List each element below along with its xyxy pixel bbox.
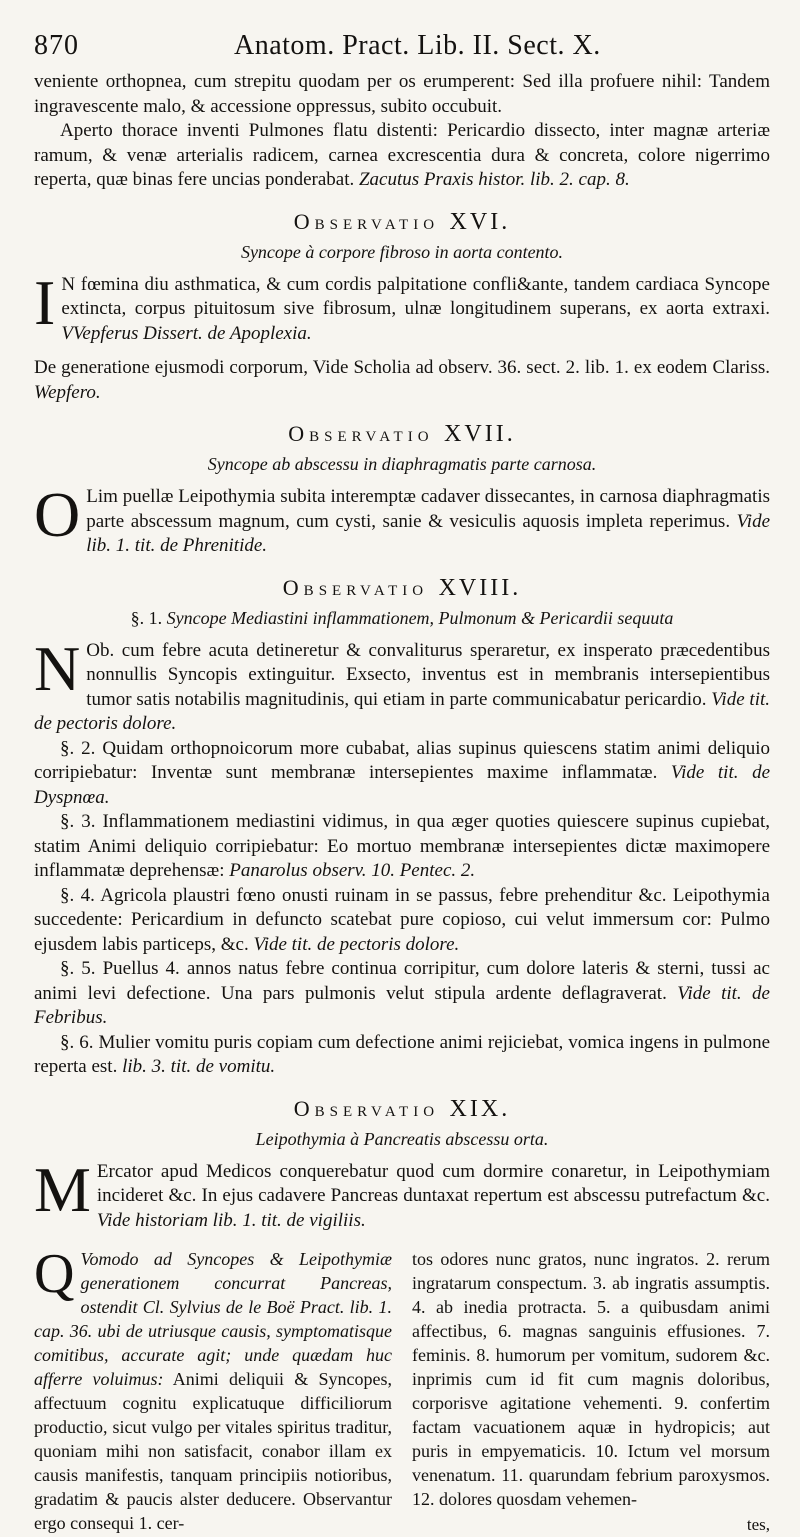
observatio-18-number: XVIII. xyxy=(438,574,522,601)
observatio-18-section-2 xyxy=(34,737,770,811)
observatio-18-section-5 xyxy=(34,957,770,1031)
observatio-19-dropcap: M xyxy=(34,1153,91,1225)
scholium-right-text: tos odores nunc gratos, nunc ingratos. 2. rerum ingratarum conspectum. 3. ab ingratis assumptis. 4. ab inedia protracta. 5. a quibusdam animi affectibus, 6. magnas sanguinis effusiones. 7. feminis. 8. humorum per vomitum, sudorem &c. inprimis cum id fit cum magnis doloribus, corporisve agitatione vehementi. 9. confertim factam vacuationem aquæ in hydropicis; aut puris in empyematicis. 10. Ictum vel morsum venenatum. 11. quarundam febrium paroxysmos. 12. dolores quosdam vehemen- xyxy=(412,1249,770,1509)
running-title: Anatom. Pract. Lib. II. Sect. X. xyxy=(234,30,601,61)
observatio-19-word: Observatio xyxy=(293,1095,440,1121)
observatio-19-text: Ercator apud Medicos conquerebatur quod cum dormire conaretur, in Leipothymiam incideret &c. In ejus cadavere Pancreas duntaxat repertum est abscessu putrefactum &c. xyxy=(96,1160,770,1206)
observatio-18-section-6-reference: lib. 3. tit. de vomitu. xyxy=(122,1056,276,1077)
observatio-18-heading xyxy=(34,575,770,602)
observatio-17-heading xyxy=(34,421,770,448)
observatio-18-section-6-text: §. 6. Mulier vomitu puris copiam cum defectione animi rejiciebat, vomica ingens in pulmone reperta est. xyxy=(34,1031,770,1077)
observatio-19-reference: Vide historiam lib. 1. tit. de vigiliis. xyxy=(96,1209,366,1231)
observatio-17-word: Observatio xyxy=(288,421,434,446)
scholium-left-text: Animi deliquii & Syncopes, affectuum cognitu explicatuque difficiliorum productio, sicut vulgo per vitales spiritus traditur, quoniam mihi non satisfacit, conabor illam ex causis manifestis, tanquam principiis notioribus, gradatim & paucis alster deducere. Observantur ergo consequi 1. cer- xyxy=(34,1369,392,1533)
observatio-18-section-3 xyxy=(34,810,770,884)
observatio-16-dropcap: I xyxy=(34,266,56,338)
observatio-17-subtitle: Syncope ab abscessu in diaphragmatis parte carnosa. xyxy=(207,454,597,474)
scholium-left-column xyxy=(34,1243,392,1537)
intro-paragraph-2-reference: Zacutus Praxis histor. lib. 2. cap. 8. xyxy=(358,169,630,190)
observatio-17-reference: Vide lib. 1. tit. de Phrenitide. xyxy=(86,510,771,556)
observatio-18-section-1-title xyxy=(34,608,770,629)
observatio-16-subtitle: Syncope à corpore fibroso in aorta contento. xyxy=(240,241,564,262)
observatio-18-section-1-body xyxy=(34,632,771,737)
scholium-columns xyxy=(34,1243,770,1537)
observatio-16-heading xyxy=(34,209,770,236)
observatio-19-body xyxy=(34,1153,770,1234)
observatio-18-section-3-reference: Panarolus observ. 10. Pentec. 2. xyxy=(229,860,476,881)
observatio-17-body xyxy=(34,479,771,559)
observatio-18-section-4-reference: Vide tit. de pectoris dolore. xyxy=(253,933,460,955)
observatio-18-dropcap: N xyxy=(34,632,81,704)
observatio-18-section-5-text: §. 5. Puellus 4. annos natus febre continua corripitur, cum dolore lateris & sterni, tussi ac animi levi defectione. Una pars pulmonis velut stipula ardente deflagraverat. xyxy=(34,958,770,1004)
observatio-19-heading xyxy=(34,1096,770,1123)
observatio-16-word: Observatio xyxy=(293,208,440,234)
catchword: tes, xyxy=(746,1515,770,1534)
observatio-18-section-5-reference: Vide tit. de Febribus. xyxy=(34,982,770,1028)
intro-paragraph-2 xyxy=(34,119,770,193)
intro-paragraph-2-text: Aperto thorace inventi Pulmones flatu distenti: Pericardio dissecto, inter magnæ arteriæ ramum, & venæ arterialis radicem, carnea excrescentia dura & concreta, colore nigerrimo reperta, quæ binas fere uncias ponderabat. xyxy=(34,120,770,190)
observatio-16-text: N fœmina diu asthmatica, & cum cordis palpitatione confli&ante, tandem cardiaca Syncope extincta, corpus pituitosum sive fibrosum, ulnæ longitudinem superans, ex aorta extraxi. xyxy=(61,273,770,319)
observatio-18-section-4 xyxy=(34,884,770,958)
scholium-left-italic: Vomodo ad Syncopes & Leipothymiæ generationem concurrat Pancreas, ostendit Cl. Sylvius de le Boë Pract. lib. 1. cap. 36. ubi de utriusque causis, symptomatisque comitibus, accurate agit; unde quædam huc afferre voluimus: xyxy=(34,1249,392,1389)
observatio-18-section-4-text: §. 4. Agricola plaustri fœno onusti ruinam in se passus, febre prehenditur &c. Leipothymia succedente: Pericardium in defuncto scatebat pure copioso, cui velut immersum cor: Pulmo ejusdem labis particeps, &c. xyxy=(34,884,770,955)
observatio-18-section-1-mark: §. 1. xyxy=(130,607,163,628)
observatio-17-number: XVII. xyxy=(444,421,516,447)
running-head xyxy=(34,30,770,66)
intro-paragraph-1: veniente orthopnea, cum strepitu quodam per os erumperent: Sed illa profuere nihil: Tandem ingravescente malo, & accessione oppressus, subito occubuit. xyxy=(34,71,770,117)
observatio-18-section-1-title-text: Syncope Mediastini inflammationem, Pulmonum & Pericardii sequuta xyxy=(166,607,674,628)
observatio-17-dropcap: O xyxy=(34,479,81,550)
observatio-18-section-6 xyxy=(34,1031,770,1080)
observatio-16-note-reference: Wepfero. xyxy=(34,381,101,403)
observatio-16-body xyxy=(34,266,770,347)
observatio-19-subtitle: Leipothymia à Pancreatis abscessu orta. xyxy=(255,1128,549,1149)
observatio-16-number: XVI. xyxy=(449,208,511,235)
observatio-16-reference: VVepferus Dissert. de Apoplexia. xyxy=(61,322,312,344)
observatio-17-text: Lim puellæ Leipothymia subita interemptæ cadaver dissecantes, in carnosa diaphragmatis parte abscessum magnum, cum cysti, sanie & vesiculis aquosis impleta reperimus. xyxy=(86,486,770,532)
observatio-18-section-3-text: §. 3. Inflammationem mediastini vidimus, in qua æger quoties quiescere supinus cupiebat, statim Animi deliquio corripiebatur: Eo mortuo membranæ intersepientes dictæ maximopere inflammatæ deprehensæ: xyxy=(34,811,770,881)
observatio-18-section-2-text: §. 2. Quidam orthopnoicorum more cubabat, alias supinus quiescens statim animi deliquio corripiebatur: Inventæ sunt membranæ intersepientes maxime inflammatæ. xyxy=(34,737,770,783)
observatio-16-note xyxy=(34,356,770,405)
observatio-18-section-1-text: Ob. cum febre acuta detineretur & convaliturus speraretur, ex insperato præcedentibus nonnullis Syncopis extinguitur. Exsecto, inventus est in membranis intersepientibus tumor satis notabilis magnitudinis, qui etiam in parte communicabatur pericardio. xyxy=(86,639,770,710)
page-number: 870 xyxy=(34,30,79,61)
observatio-18-section-1-reference: Vide tit. de pectoris dolore. xyxy=(34,688,771,734)
scholium-right-column xyxy=(412,1247,770,1537)
observatio-16-note-text: De generatione ejusmodi corporum, Vide Scholia ad observ. 36. sect. 2. lib. 1. ex eodem Clariss. xyxy=(34,357,770,378)
scholium-dropcap: Q xyxy=(34,1243,75,1305)
observatio-18-section-2-reference: Vide tit. de Dyspnœa. xyxy=(34,762,770,808)
observatio-19-number: XIX. xyxy=(449,1095,511,1122)
observatio-18-word: Observatio xyxy=(282,574,429,600)
